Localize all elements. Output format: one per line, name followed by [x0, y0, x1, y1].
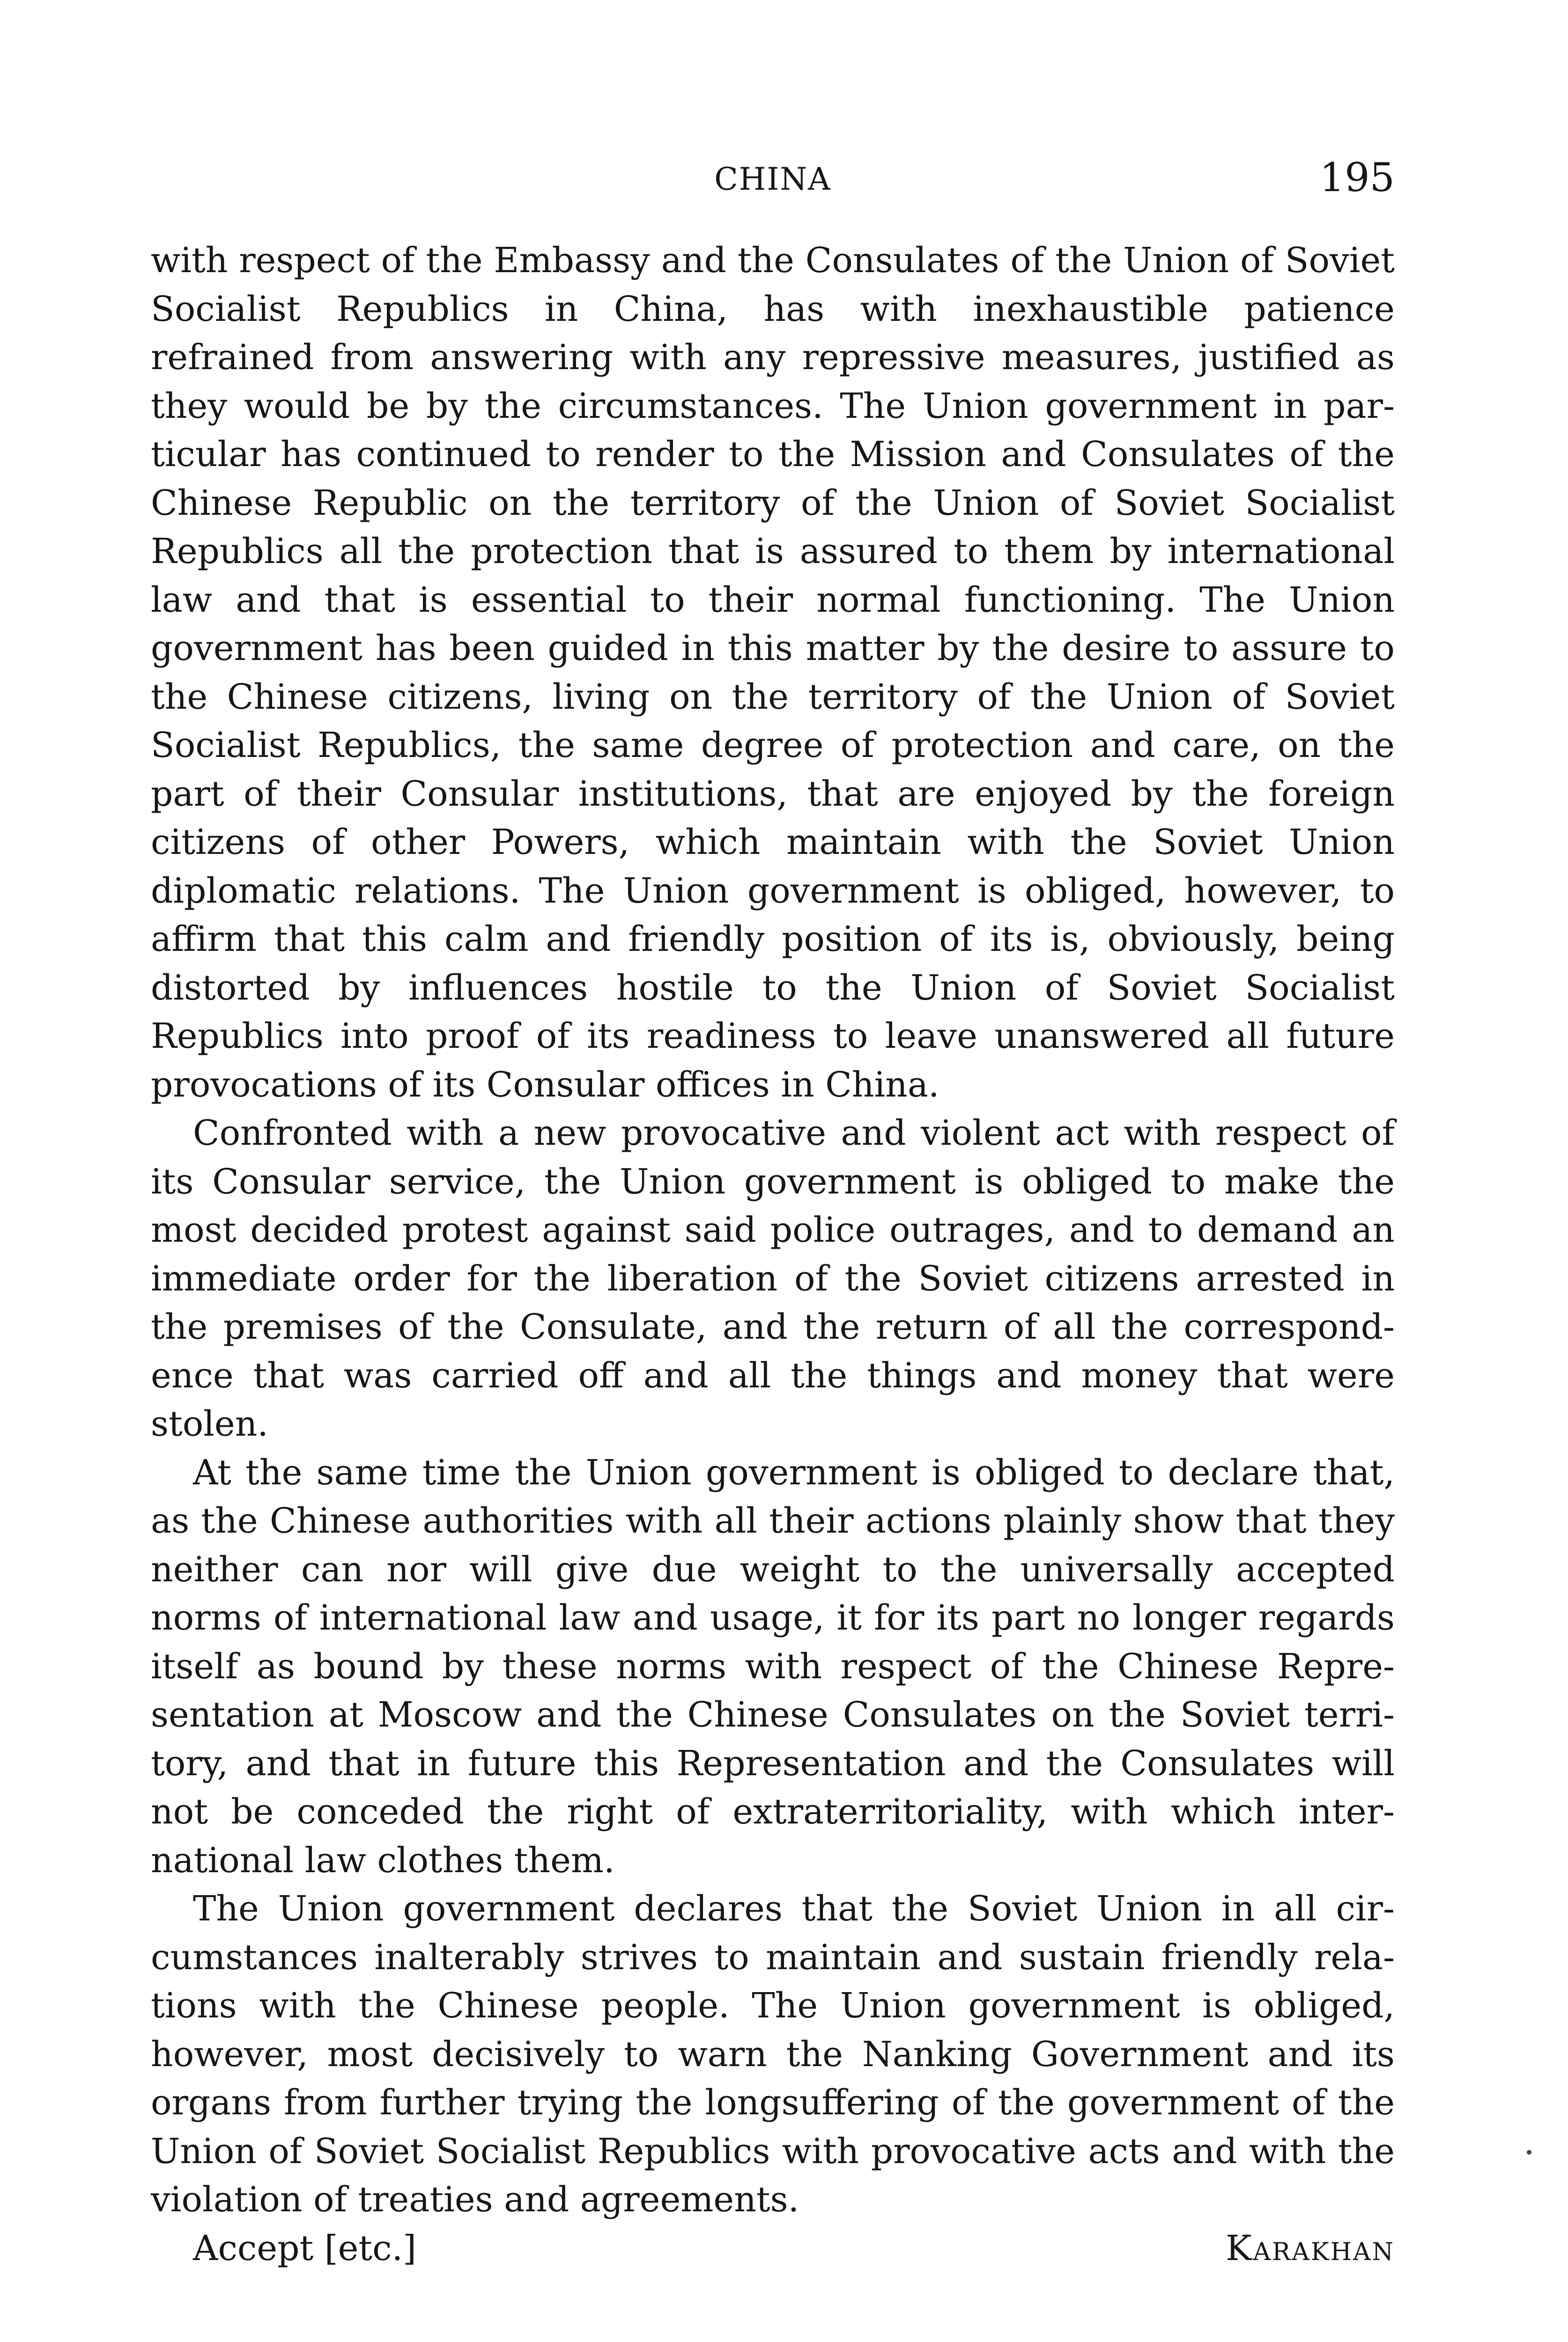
signature: Karakhan — [1226, 2228, 1395, 2268]
complimentary-close: Accept [etc.] — [193, 2228, 416, 2268]
scan-speck — [1527, 2150, 1531, 2155]
paragraph: The Union government declares that the Soviet Union in all circumstances inalterably strives to maintain and sustain friendly relations with the Chinese people. The Union government is obliged, however, most decisively to warn the Nanking Government and its organs from further trying the longsuffering of the government of the Union of Soviet Socialist Republics with provocative acts and with the violation of treaties and agreements. — [151, 1889, 1395, 2220]
body-text — [151, 237, 1395, 2273]
paragraph: At the same time the Union government is obliged to declare that, as the Chinese authorities with all their actions plainly show that they neither can nor will give due weight to the universally accepted norms of international law and usage, it for its part no longer regards itself as bound by these norms with respect of the Chinese Representation at Moscow and the Chinese Consulates on the Soviet territory, and that in future this Representation and the Consulates will not be conceded the right of extraterritoriality, with which international law clothes them. — [151, 1452, 1395, 1881]
running-header — [151, 155, 1395, 206]
paragraph-continued: with respect of the Embassy and the Consulates of the Union of Soviet Socialist Republics in China, has with inexhaustible patience refrained from answering with any repressive measures, justified as they would be by the circumstances. The Union government in particular has continued to render to the Mission and Consulates of the Chinese Republic on the territory of the Union of Soviet Socialist Republics all the protection that is assured to them by international law and that is essential to their normal functioning. The Union government has been guided in this matter by the desire to assure to the Chinese citizens, living on the territory of the Union of Soviet Socialist Republics, the same degree of protection and care, on the part of their Consular institutions, that are enjoyed by the foreign citizens of other Powers, which maintain with the Soviet Union diplomatic relations. The Union government is obliged, however, to affirm that this calm and friendly position of its is, obviously, being distorted by influences hostile to the Union of Soviet Socialist Republics into proof of its readiness to leave unanswered all future provocations of its Consular offices in China. — [151, 240, 1395, 1105]
page-number: 195 — [1319, 155, 1395, 200]
closing-line — [151, 2224, 1395, 2273]
running-title: CHINA — [714, 161, 831, 197]
paragraph: Confronted with a new provocative and violent act with respect of its Consular service, the Union government is obliged to make the most decided protest against said police outrages, and to demand an immediate order for the liberation of the Soviet citizens arrested in the premises of the Consulate, and the return of all the correspondence that was carried off and all the things and money that were stolen. — [151, 1113, 1395, 1444]
